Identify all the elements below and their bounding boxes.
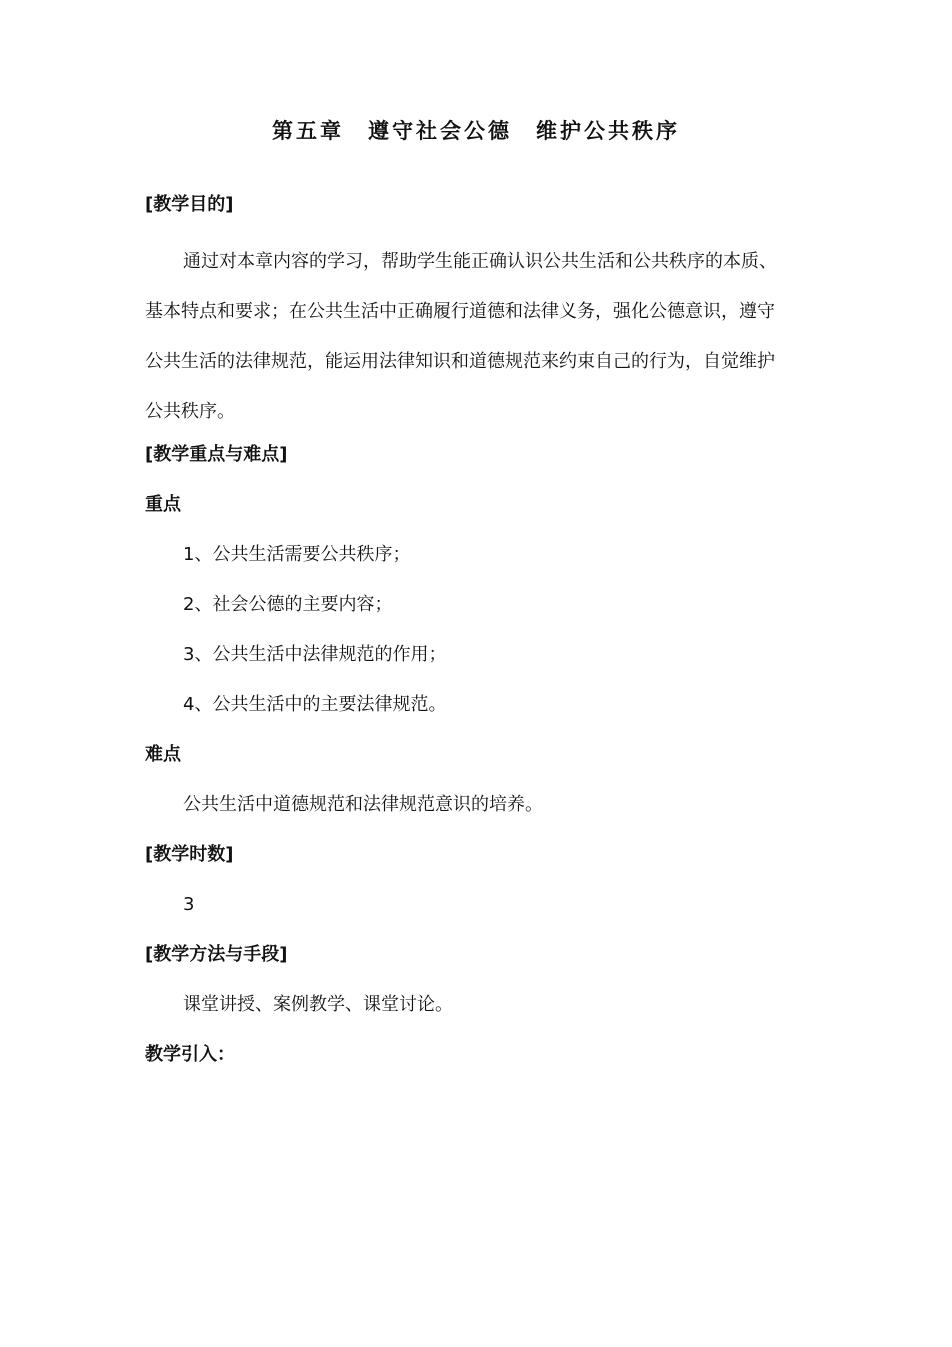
focus-item: 3、公共生活中法律规范的作用； bbox=[183, 644, 447, 665]
focus-item: 1、公共生活需要公共秩序； bbox=[183, 544, 411, 565]
methods-heading: [教学方法与手段] bbox=[145, 944, 288, 965]
objectives-line: 公共秩序。 bbox=[145, 401, 235, 422]
chapter-title: 第五章 遵守社会公德 维护公共秩序 bbox=[272, 118, 680, 143]
hours-value: 3 bbox=[183, 894, 195, 915]
introduction-heading: 教学引入： bbox=[145, 1044, 235, 1065]
key-points-heading: [教学重点与难点] bbox=[145, 444, 288, 465]
focus-item: 4、公共生活中的主要法律规范。 bbox=[183, 694, 447, 715]
document-body bbox=[145, 187, 815, 1087]
objectives-heading: [教学目的] bbox=[145, 194, 234, 215]
hours-heading: [教学时数] bbox=[145, 844, 234, 865]
methods-text: 课堂讲授、案例教学、课堂讨论。 bbox=[183, 994, 453, 1015]
objectives-line: 通过对本章内容的学习，帮助学生能正确认识公共生活和公共秩序的本质、 bbox=[183, 251, 777, 272]
focus-label: 重点 bbox=[145, 494, 181, 515]
difficulty-label: 难点 bbox=[145, 744, 181, 765]
objectives-paragraph bbox=[145, 237, 815, 437]
focus-item: 2、社会公德的主要内容； bbox=[183, 594, 393, 615]
objectives-line: 基本特点和要求；在公共生活中正确履行道德和法律义务，强化公德意识，遵守 bbox=[145, 301, 775, 322]
difficulty-text: 公共生活中道德规范和法律规范意识的培养。 bbox=[183, 794, 543, 815]
objectives-line: 公共生活的法律规范，能运用法律知识和道德规范来约束自己的行为，自觉维护 bbox=[145, 351, 775, 372]
